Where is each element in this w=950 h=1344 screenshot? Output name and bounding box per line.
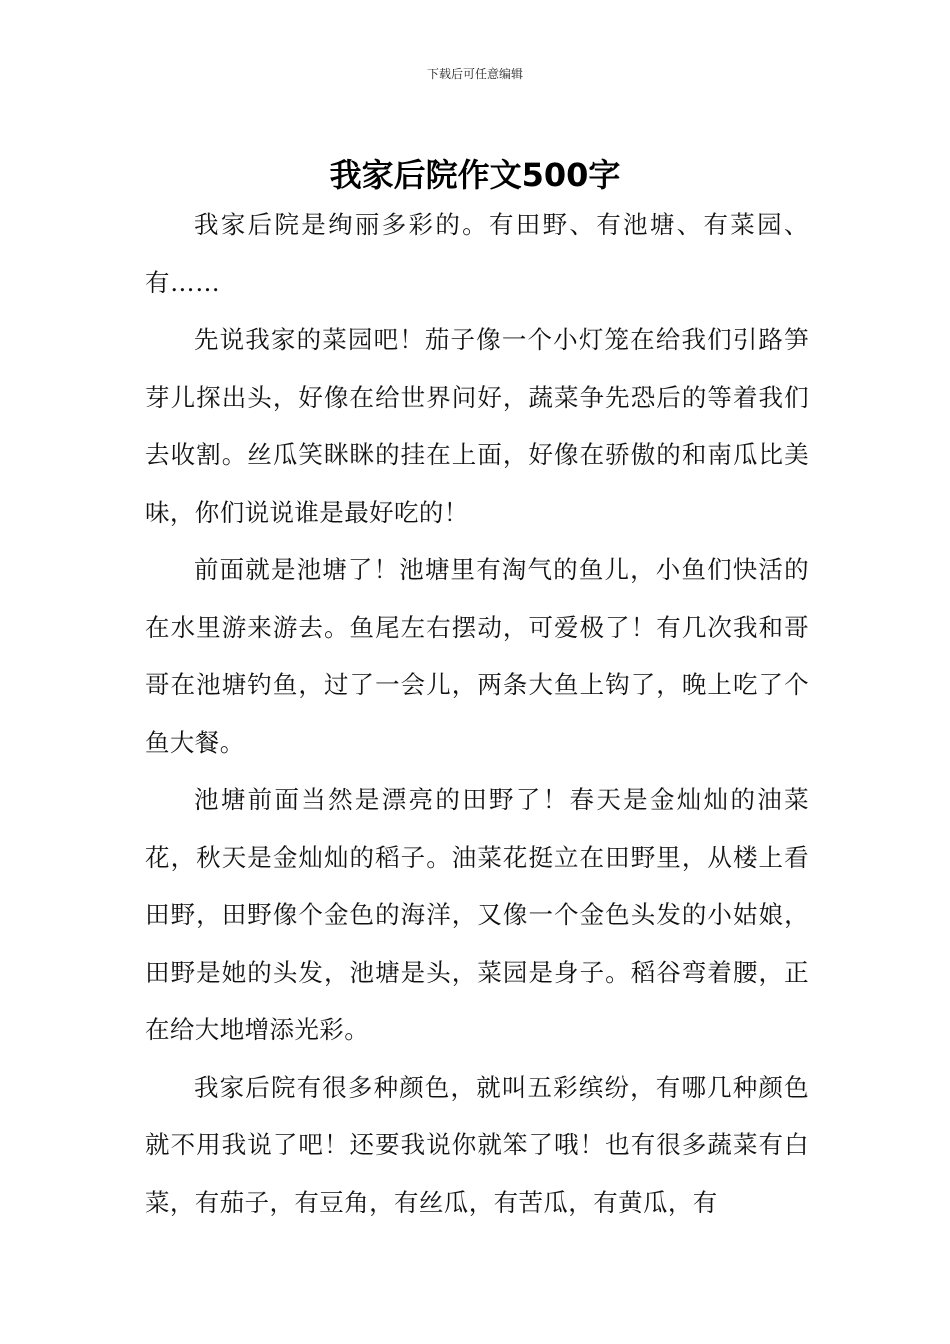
paragraph: 先说我家的菜园吧！茄子像一个小灯笼在给我们引路笋芽儿探出头，好像在给世界问好，蔬菜争先恐后的等着我们去收割。丝瓜笑眯眯的挂在上面，好像在骄傲的和南瓜比美味，你们说说谁是最好吃的！ xyxy=(145,325,809,527)
page-title: 我家后院作文500字 xyxy=(329,156,621,195)
page-header-note: 下载后可任意编辑 xyxy=(426,67,523,81)
paragraph: 前面就是池塘了！池塘里有淘气的鱼儿，小鱼们快活的在水里游来游去。鱼尾左右摆动，可爱极了！有几次我和哥哥在池塘钓鱼，过了一会儿，两条大鱼上钩了，晚上吃了个鱼大餐。 xyxy=(145,555,809,757)
paragraph: 我家后院是绚丽多彩的。有田野、有池塘、有菜园、有…… xyxy=(145,210,809,297)
paragraph: 我家后院有很多种颜色，就叫五彩缤纷，有哪几种颜色就不用我说了吧！还要我说你就笨了哦！也有很多蔬菜有白菜，有茄子，有豆角，有丝瓜，有苦瓜，有黄瓜，有 xyxy=(145,1072,809,1217)
article-body xyxy=(145,196,809,1231)
paragraph: 池塘前面当然是漂亮的田野了！春天是金灿灿的油菜花，秋天是金灿灿的稻子。油菜花挺立在田野里，从楼上看田野，田野像个金色的海洋，又像一个金色头发的小姑娘，田野是她的头发，池塘是头，菜园是身子。稻谷弯着腰，正在给大地增添光彩。 xyxy=(145,785,809,1044)
